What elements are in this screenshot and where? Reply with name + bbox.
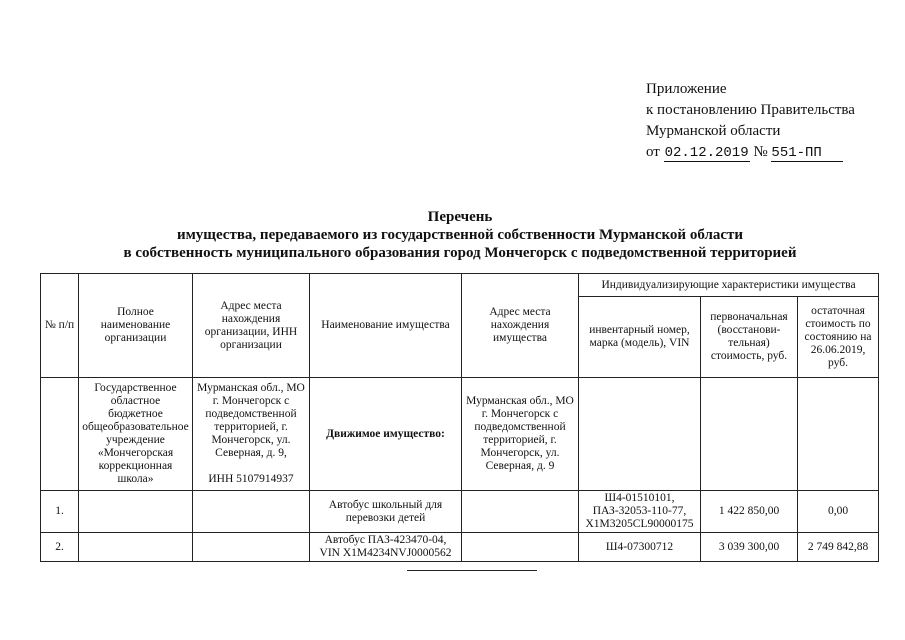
property-group-label: Движимое имущество: [326,427,445,440]
appendix-line-1: Приложение [646,81,727,97]
appendix-block [646,79,896,163]
row-initial-cost: 1 422 850,00 [701,491,798,533]
decree-date: 02.12.2019 [664,145,749,161]
number-prefix: № [753,144,768,160]
appendix-date-line [646,142,896,163]
organization-row [41,378,879,491]
org-inn: ИНН 5107914937 [208,473,294,485]
row-num: 2. [41,533,79,562]
appendix-line-2: к постановлению Правительства [646,102,855,118]
row-inventory: Ш4-07300712 [579,533,701,562]
row-num: 1. [41,491,79,533]
org-address-cell [193,378,310,491]
document-title [40,208,880,262]
property-address-cell: Мурманская обл., МО г. Мончегорск с подведомственной территорией, г. Мончегорск, ул. Северная, д. 9 [462,378,579,491]
decree-number: 551-ПП [771,146,843,162]
header-residual-cost: остаточная стоимость по состоянию на 26.06.2019, руб. [798,297,879,378]
property-group-cell [310,378,462,491]
header-property-address: Адрес места нахождения имущества [462,274,579,378]
row-initial-cost: 3 039 300,00 [701,533,798,562]
table-row [41,491,879,533]
header-inventory: инвентарный номер, марка (модель), VIN [579,297,701,378]
title-line-3: в собственность муниципального образования город Мончегорск с подведомственной территорией [123,245,797,261]
header-property-name: Наименование имущества [310,274,462,378]
header-org-address: Адрес места нахождения организации, ИНН организации [193,274,310,378]
header-initial-cost: первоначальная (восстанови-тельная) стоимость, руб. [701,297,798,378]
appendix-line-3: Мурманской области [646,123,781,139]
table-row [41,533,879,562]
header-num: № п/п [41,274,79,378]
org-address: Мурманская обл., МО г. Мончегорск с подведомственной территорией, г. Мончегорск, ул. Северная, д. 9, [197,382,305,459]
row-residual-cost: 2 749 842,88 [798,533,879,562]
header-row-1 [41,274,879,297]
title-line-1: Перечень [427,209,493,225]
title-line-2: имущества, передаваемого из государственной собственности Мурманской области [176,227,744,243]
org-name-cell: Государственное областное бюджетное общеобразовательное учреждение «Мончегорская коррекционная школа» [79,378,193,491]
row-residual-cost: 0,00 [798,491,879,533]
header-org-name: Полное наименование организации [79,274,193,378]
closing-divider [407,570,537,571]
property-table [40,273,879,562]
header-characteristics: Индивидуализирующие характеристики имущества [579,274,879,297]
row-inventory: Ш4-01510101, ПАЗ-32053-110-77, X1M3205CL90000175 [579,491,701,533]
row-property-name: Автобус школьный для перевозки детей [310,491,462,533]
date-prefix: от [646,144,660,160]
row-property-name: Автобус ПАЗ-423470-04, VIN X1M4234NVJ0000562 [310,533,462,562]
